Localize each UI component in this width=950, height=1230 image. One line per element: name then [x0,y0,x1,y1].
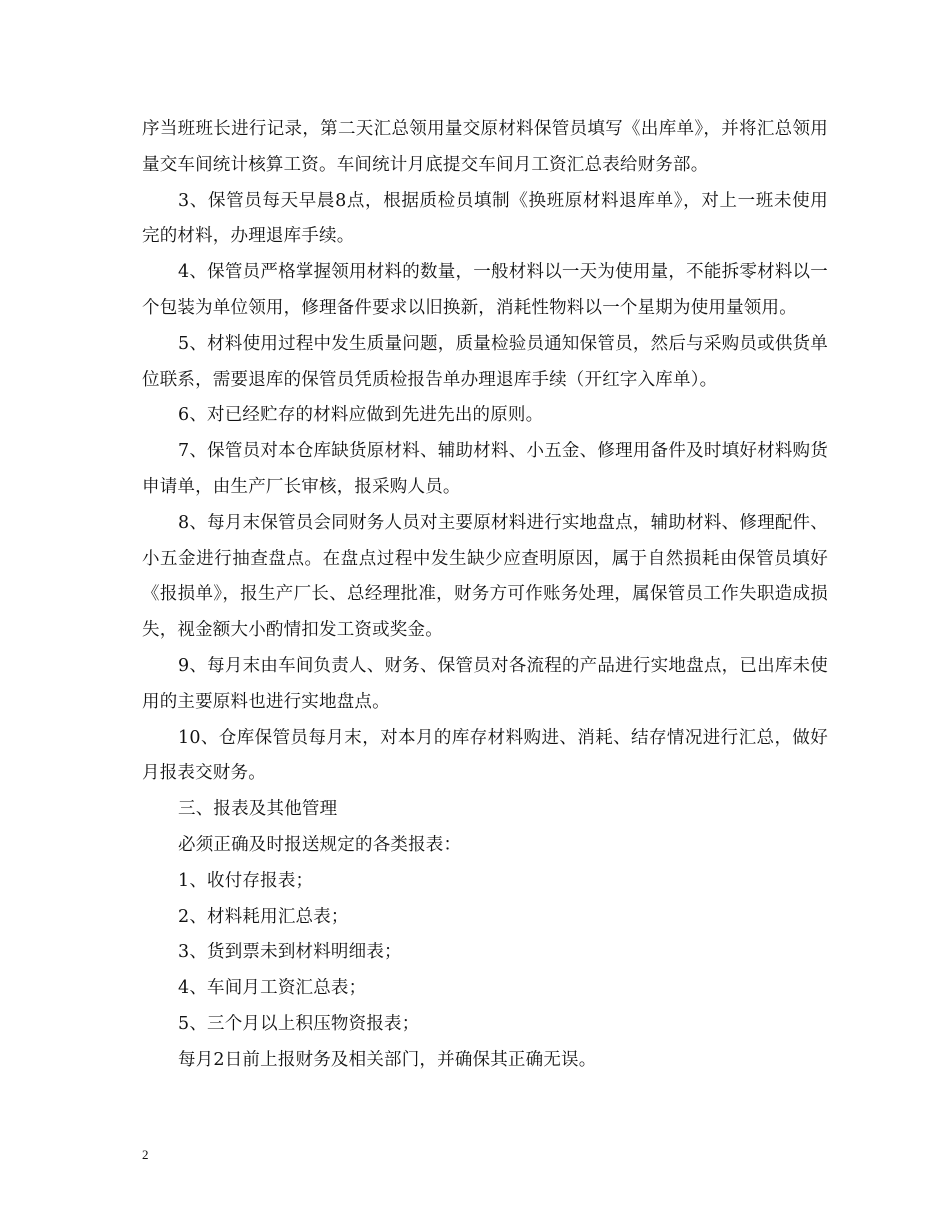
paragraph-item-4: 4、保管员严格掌握领用材料的数量，一般材料以一天为使用量，不能拆零材料以一个包装为单位领用，修理备件要求以旧换新，消耗性物料以一个星期为使用量领用。 [142,262,828,318]
report-list-item: 2、材料耗用汇总表； [178,906,349,927]
paragraph-continuation: 序当班班长进行记录，第二天汇总领用量交原材料保管员填写《出库单》，并将汇总领用量交车间统计核算工资。车间统计月底提交车间月工资汇总表给财务部。 [142,119,828,175]
paragraph-item-9: 9、每月末由车间负责人、财务、保管员对各流程的产品进行实地盘点，已出库未使用的主要原料也进行实地盘点。 [142,655,828,712]
paragraph-item-10: 10、仓库保管员每月末，对本月的库存材料购进、消耗、结存情况进行汇总，做好月报表交财务。 [142,727,828,784]
paragraph-item-8: 8、每月末保管员会同财务人员对主要原材料进行实地盘点，辅助材料、修理配件、小五金进行抽查盘点。在盘点过程中发生缺少应查明原因，属于自然损耗由保管员填好《报损单》，报生产厂长、总经理批准，财务方可作账务处理，属保管员工作失职造成损失，视金额大小酌情扣发工资或奖金。 [142,512,828,641]
section-heading: 三、报表及其他管理 [178,799,338,820]
document-body [142,112,828,1079]
paragraph-item-3: 3、保管员每天早晨8点，根据质检员填制《换班原材料退库单》，对上一班未使用完的材料，办理退库手续。 [142,190,828,247]
report-list-item: 3、货到票未到材料明细表； [178,942,402,963]
paragraph-item-5: 5、材料使用过程中发生质量问题，质量检验员通知保管员，然后与采购员或供货单位联系，需要退库的保管员凭质检报告单办理退库手续（开红字入库单）。 [142,333,828,390]
paragraph-item-6: 6、对已经贮存的材料应做到先进先出的原则。 [178,405,544,426]
report-list-item: 4、车间月工资汇总表； [178,978,367,999]
paragraph-item-7: 7、保管员对本仓库缺货原材料、辅助材料、小五金、修理用备件及时填好材料购货申请单，由生产厂长审核，报采购人员。 [142,441,828,497]
page-number: 2 [142,1147,149,1162]
report-list-item: 5、三个月以上积压物资报表； [178,1013,420,1034]
closing-paragraph: 每月2日前上报财务及相关部门，并确保其正确无误。 [178,1049,597,1070]
report-intro: 必须正确及时报送规定的各类报表： [178,834,462,855]
report-list-item: 1、收付存报表； [178,870,314,891]
